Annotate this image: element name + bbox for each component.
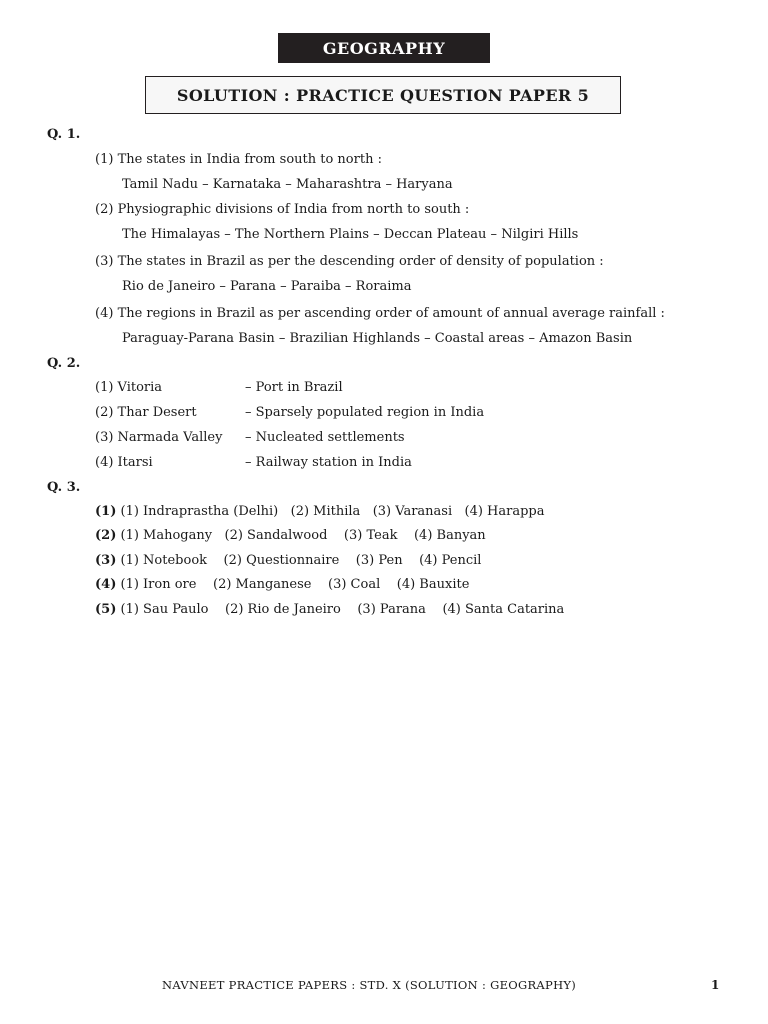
q3-item-1-text: (1) Indraprastha (Delhi) (2) Mithila (3) Varanasi (4) Harappa	[120, 504, 545, 519]
q3-item-3-text: (1) Notebook (2) Questionnaire (3) Pen (4) Pencil	[120, 553, 482, 568]
q3-item-3	[95, 553, 481, 568]
footer-text: NAVNEET PRACTICE PAPERS : STD. X (SOLUTION : GEOGRAPHY)	[162, 978, 577, 992]
q1-item-1-answer: Tamil Nadu – Karnataka – Maharashtra – Haryana	[122, 177, 453, 192]
q3-label: Q. 3.	[47, 480, 81, 495]
q3-item-1-num: (1)	[95, 504, 117, 519]
q1-item-2-num: (2)	[95, 202, 114, 217]
q3-item-5-num: (5)	[95, 602, 117, 617]
q1-label: Q. 1.	[47, 127, 81, 142]
q2-item-4-left: (4) Itarsi	[95, 455, 153, 470]
q1-item-4-num: (4)	[95, 306, 114, 321]
q2-item-2-left: (2) Thar Desert	[95, 405, 197, 420]
q1-item-2-text: Physiographic divisions of India from north to south :	[117, 202, 470, 217]
q3-item-4	[95, 577, 469, 592]
q1-item-1-num: (1)	[95, 152, 114, 167]
q2-item-1-right: – Port in Brazil	[245, 380, 343, 395]
q1-item-3-text: The states in Brazil as per the descending order of density of population :	[117, 254, 604, 269]
q1-item-1-text: The states in India from south to north :	[117, 152, 382, 167]
q3-item-5-text: (1) Sau Paulo (2) Rio de Janeiro (3) Parana (4) Santa Catarina	[120, 602, 565, 617]
paper-title: SOLUTION : PRACTICE QUESTION PAPER 5	[176, 85, 590, 105]
q3-item-3-num: (3)	[95, 553, 117, 568]
subject-header	[278, 33, 490, 63]
subject-title: GEOGRAPHY	[322, 38, 446, 58]
q3-item-1	[95, 504, 545, 519]
q1-item-3-question	[95, 254, 604, 269]
q2-item-1-left: (1) Vitoria	[95, 380, 163, 395]
q3-item-4-text: (1) Iron ore (2) Manganese (3) Coal (4) Bauxite	[120, 577, 470, 592]
q1-item-3-answer: Rio de Janeiro – Parana – Paraiba – Roraima	[122, 279, 412, 294]
q3-item-2-text: (1) Mahogany (2) Sandalwood (3) Teak (4) Banyan	[120, 528, 486, 543]
q2-item-4-right: – Railway station in India	[245, 455, 412, 470]
q2-label: Q. 2.	[47, 356, 81, 371]
q3-item-4-num: (4)	[95, 577, 117, 592]
q3-item-2	[95, 528, 486, 543]
q1-item-4-question	[95, 306, 665, 321]
q1-item-4-text: The regions in Brazil as per ascending order of amount of annual average rainfall :	[117, 306, 665, 321]
q3-item-2-num: (2)	[95, 528, 117, 543]
page-number: 1	[711, 978, 720, 992]
q2-item-3-left: (3) Narmada Valley	[95, 430, 223, 445]
q2-item-2-right: – Sparsely populated region in India	[245, 405, 485, 420]
q3-item-5	[95, 602, 564, 617]
q1-item-2-answer: The Himalayas – The Northern Plains – Deccan Plateau – Nilgiri Hills	[122, 227, 579, 242]
paper-title-box	[145, 76, 621, 114]
page-footer	[0, 978, 768, 996]
q1-item-3-num: (3)	[95, 254, 114, 269]
q2-item-3-right: – Nucleated settlements	[245, 430, 405, 445]
q1-item-4-answer: Paraguay-Parana Basin – Brazilian Highlands – Coastal areas – Amazon Basin	[122, 331, 633, 346]
q1-item-2-question	[95, 202, 469, 217]
q1-item-1-question	[95, 152, 382, 167]
